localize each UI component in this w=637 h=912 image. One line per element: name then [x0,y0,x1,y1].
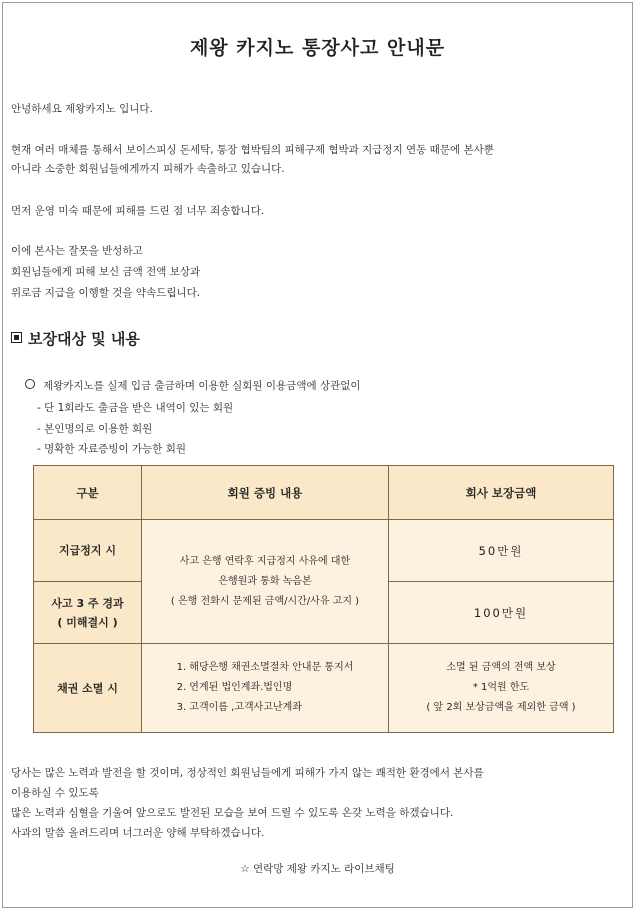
promise-line-1: 이에 본사는 잘못을 반성하고 [11,245,143,257]
table-row [34,644,614,733]
header-evidence: 회원 증빙 내용 [142,466,389,520]
condition-main: 제왕카지노를 실제 입금 출금하며 이용한 실회원 이용금액에 상관없이 [25,378,361,393]
table-header-row [34,466,614,520]
closing-line-4: 사과의 말씀 올려드리며 너그러운 양해 부탁하겠습니다. [11,827,265,839]
condition-item: - 명확한 자료증빙이 가능한 회원 [37,443,186,455]
condition-item: - 단 1회라도 출금을 받은 내역이 있는 회원 [37,402,234,414]
header-amount: 회사 보장금액 [389,466,614,520]
promise-line-2: 회원님들에게 피해 보신 금액 전액 보상과 [11,266,201,278]
apology-text: 먼저 운영 미숙 때문에 피해를 드린 점 너무 죄송합니다. [11,205,265,217]
circle-bullet-icon [25,379,35,389]
evidence-cell: 사고 은행 연락후 지급정지 사유에 대한 은행원과 통화 녹음본 ( 은행 전화시 문제된 금액/시간/사유 고지 ) [142,520,389,644]
header-category: 구분 [34,466,142,520]
notice-page [2,2,633,908]
closing-line-2: 이용하실 수 있도록 [11,787,99,799]
amount-suspension: 50만원 [389,520,614,582]
amount-three-weeks: 100만원 [389,582,614,644]
closing-line-3: 많은 노력과 심혈을 기울여 앞으로도 발전된 모습을 보여 드릴 수 있도록 온갖 노력을 하겠습니다. [11,807,454,819]
condition-item: - 본인명의로 이용한 회원 [37,423,153,435]
closing-line-1: 당사는 많은 노력과 발전을 할 것이며, 정상적인 회원님들에게 피해가 가지 않는 쾌적한 환경에서 본사를 [11,767,484,779]
row-label-suspension: 지급정지 시 [34,520,142,582]
section-heading [11,328,140,349]
greeting-text: 안녕하세요 제왕카지노 입니다. [11,103,153,115]
intro-line-1: 현재 여러 매체를 통해서 보이스피싱 돈세탁, 통장 협박팀의 피해구제 협박과 지급정지 연동 때문에 본사뿐 [11,144,494,156]
section-title: 보장대상 및 내용 [28,330,140,348]
compensation-table [33,465,614,733]
contact-line: ☆ 연락망 제왕 카지노 라이브채팅 [240,863,395,875]
promise-line-3: 위로금 지급을 이행할 것을 약속드립니다. [11,287,201,299]
row-label-three-weeks: 사고 3 주 경과 ( 미해결시 ) [34,582,142,644]
intro-line-2: 아니라 소중한 회원님들에게까지 피해가 속출하고 있습니다. [11,163,285,175]
table-row [34,520,614,582]
evidence-extinction-cell: 1. 해당은행 채권소멸절차 안내문 통지서 2. 연계된 법인계좌.법인명 3. 고객이름 ,고객사고난계좌 [142,644,389,733]
notice-title: 제왕 카지노 통장사고 안내문 [189,37,446,59]
row-label-extinction: 채권 소멸 시 [34,644,142,733]
filled-square-icon [11,332,22,343]
amount-extinction-cell: 소멸 된 금액의 전액 보상 * 1억원 한도 ( 앞 2회 보상금액을 제외한 금액 ) [389,644,614,733]
